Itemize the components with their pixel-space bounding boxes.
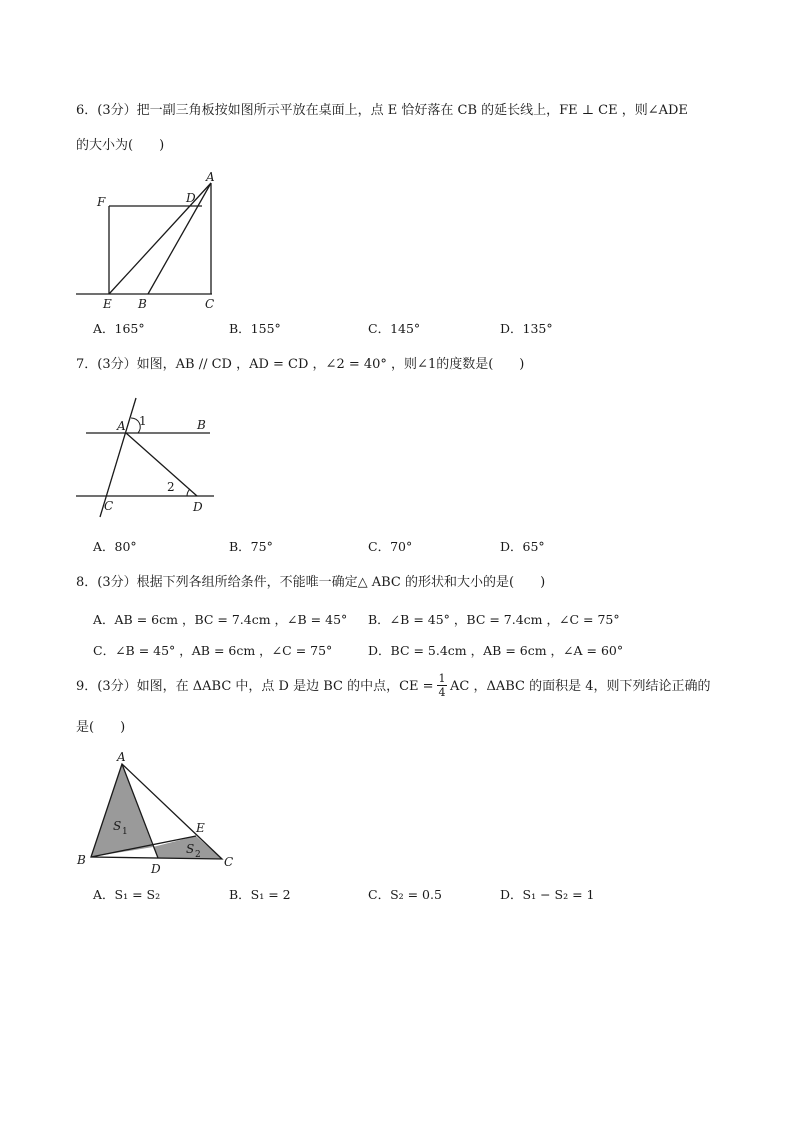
q7-label-1: 1 (139, 414, 147, 428)
q8-option-d[interactable]: D．BC = 5.4cm ，AB = 6cm ，∠A = 60° (368, 643, 624, 658)
q6-label-e: E (103, 297, 112, 311)
q9-label-s2: S (186, 842, 195, 856)
q7-option-d[interactable]: D．65° (500, 539, 545, 554)
q9-option-d[interactable]: D．S₁ − S₂ = 1 (500, 887, 595, 902)
q6-option-b[interactable]: B．155° (229, 321, 281, 336)
q6-option-c[interactable]: C．145° (368, 321, 421, 336)
q7-option-a[interactable]: A．80° (93, 539, 137, 554)
q6-label-a: A (206, 170, 215, 184)
q9-option-a[interactable]: A．S₁ = S₂ (93, 887, 161, 902)
q7-option-c[interactable]: C．70° (368, 539, 413, 554)
q9-label-c: C (224, 855, 234, 869)
q6-label-f: F (97, 195, 106, 209)
q7-label-c: C (104, 499, 114, 513)
q9-label-b: B (77, 853, 86, 867)
q9-option-b[interactable]: B．S₁ = 2 (229, 887, 291, 902)
q7-label-a: A (117, 419, 126, 433)
q9-label-s1-sub: 1 (122, 827, 128, 837)
q6-label-d: D (186, 191, 196, 205)
q9-fraction-numerator: 1 (438, 672, 446, 685)
q9-label-s2-sub: 2 (195, 850, 201, 860)
q9-option-c[interactable]: C．S₂ = 0.5 (368, 887, 442, 902)
q6-stem-line2: 的大小为( ) (76, 138, 165, 153)
q6-label-b: B (138, 297, 147, 311)
q9-label-d: D (151, 862, 161, 876)
q7-label-b: B (197, 418, 206, 432)
q6-option-d[interactable]: D．135° (500, 321, 553, 336)
q9-label-s1: S (113, 819, 122, 833)
q7-option-b[interactable]: B．75° (229, 539, 273, 554)
q9-stem-line1-b: AC ，ΔABC 的面积是 4，则下列结论正确的 (450, 679, 711, 694)
q7-label-2: 2 (167, 480, 175, 494)
q9-label-e: E (196, 821, 205, 835)
q9-shaded-s1 (91, 764, 153, 857)
q9-stem-line1-a: 9．(3分）如图，在 ΔABC 中，点 D 是边 BC 的中点，CE = (76, 679, 434, 694)
q7-stem-line1: 7．(3分）如图，AB // CD ，AD = CD ，∠2 = 40° ，则∠1的度数是( ) (76, 357, 525, 372)
q9-label-a: A (117, 750, 126, 764)
q9-stem-line2: 是( ) (76, 720, 126, 735)
q9-fraction-denominator: 4 (438, 686, 446, 699)
q8-option-a[interactable]: A．AB = 6cm ，BC = 7.4cm ，∠B = 45° (93, 612, 348, 627)
q6-label-c: C (205, 297, 215, 311)
q7-label-d: D (193, 500, 203, 514)
q8-option-c[interactable]: C．∠B = 45° ，AB = 6cm ，∠C = 75° (93, 643, 333, 658)
q6-option-a[interactable]: A．165° (93, 321, 145, 336)
q8-option-b[interactable]: B．∠B = 45° ，BC = 7.4cm ，∠C = 75° (368, 612, 620, 627)
q8-stem-line1: 8．(3分）根据下列各组所给条件，不能唯一确定△ ABC 的形状和大小的是( ) (76, 575, 546, 590)
q6-stem-line1: 6．(3分）把一副三角板按如图所示平放在桌面上，点 E 恰好落在 CB 的延长线上，FE ⊥ CE ，则∠ADE (76, 103, 688, 118)
